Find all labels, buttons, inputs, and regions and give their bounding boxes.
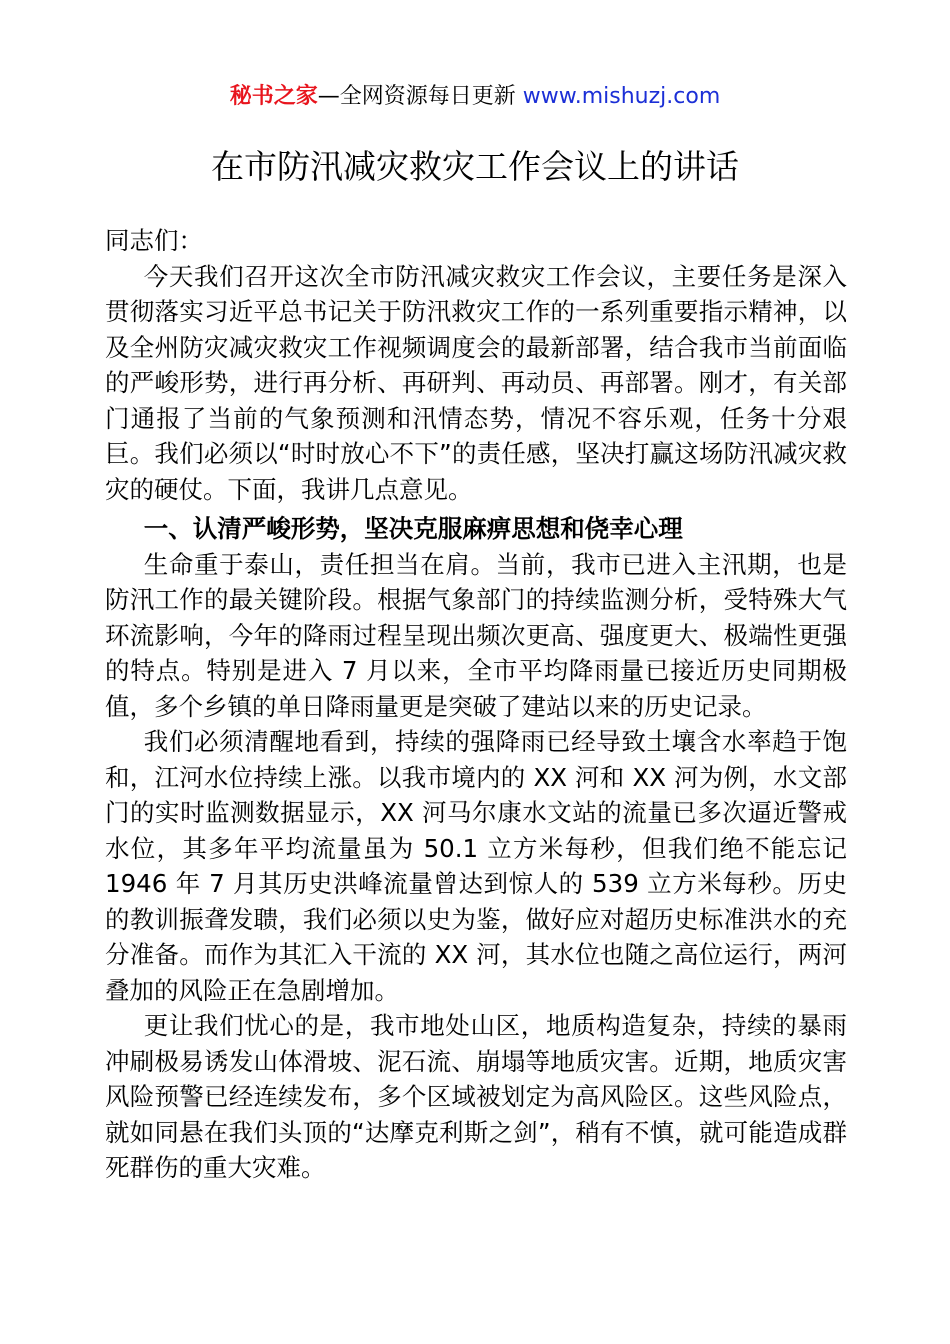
section-paragraph: 生命重于泰山，责任担当在肩。当前，我市已进入主汛期，也是防汛工作的最关键阶段。根据气象部门的持续监测分析，受特殊大气环流影响，今年的降雨过程呈现出频次更高、强度更大、极端性更强的特点。特别是进入 7 月以来，全市平均降雨量已接近历史同期极值，多个乡镇的单日降雨量更是突破了建站以来的历史记录。: [105, 549, 847, 721]
document-title: 在市防汛减灾救灾工作会议上的讲话: [211, 147, 739, 186]
intro-paragraph: 今天我们召开这次全市防汛减灾救灾工作会议，主要任务是深入贯彻落实习近平总书记关于防汛救灾工作的一系列重要指示精神，以及全州防灾减灾救灾工作视频调度会的最新部署，结合我市当前面临的严峻形势，进行再分析、再研判、再动员、再部署。刚才，有关部门通报了当前的气象预测和汛情态势，情况不容乐观，任务十分艰巨。我们必须以“时时放心不下”的责任感，坚决打赢这场防汛减灾救灾的硬仗。下面，我讲几点意见。: [105, 261, 847, 504]
site-brand: 秘书之家: [229, 84, 318, 109]
site-url-link[interactable]: www.mishuzj.com: [522, 84, 721, 109]
site-tagline: —全网资源每日更新: [317, 84, 523, 109]
section-paragraph: 我们必须清醒地看到，持续的强降雨已经导致土壤含水率趋于饱和，江河水位持续上涨。以我市境内的 XX 河和 XX 河为例，水文部门的实时监测数据显示，XX 河马尔康水文站的流量已多次逼近警戒水位，其多年平均流量虽为 50.1 立方米每秒，但我们绝不能忘记 1946 年 7 月其历史洪峰流量曾达到惊人的 539 立方米每秒。历史的教训振聋发聩，我们必须以史为鉴，做好应对超历史标准洪水的充分准备。而作为其汇入干流的 XX 河，其水位也随之高位运行，两河叠加的风险正在急剧增加。: [105, 727, 847, 1005]
site-header: [0, 82, 950, 112]
salutation: 同志们：: [105, 226, 203, 255]
section-heading: 一、认清严峻形势，坚决克服麻痹思想和侥幸心理: [143, 514, 683, 543]
section-paragraph: 更让我们忧心的是，我市地处山区，地质构造复杂，持续的暴雨冲刷极易诱发山体滑坡、泥石流、崩塌等地质灾害。近期，地质灾害风险预警已经连续发布，多个区域被划定为高风险区。这些风险点，就如同悬在我们头顶的“达摩克利斯之剑”，稍有不慎，就可能造成群死群伤的重大灾难。: [105, 1011, 847, 1182]
document-body: [105, 223, 847, 1186]
